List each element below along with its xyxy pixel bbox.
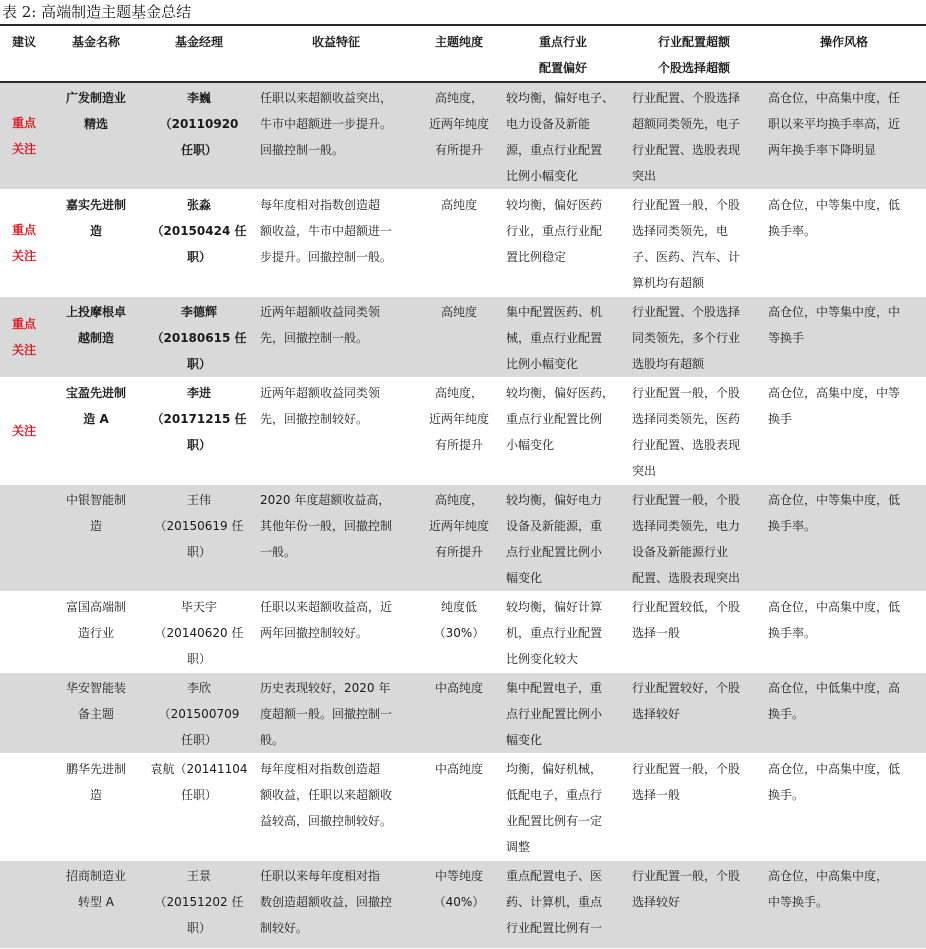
cell-industry: 均衡，偏好机械， 低配电子，重点行 业配置比例有一定 调整	[506, 762, 603, 854]
header-returns: 收益特征	[254, 27, 418, 82]
cell-purity: 高纯度， 近两年纯度 有所提升	[428, 386, 489, 452]
header-industry-line1: 重点行业	[538, 35, 587, 49]
cell-excess: 行业配置、个股选择 同类领先，多个行业 选股均有超额	[626, 297, 762, 378]
cell-industry: 较均衡，偏好计算 机，重点行业配置 比例变化较大	[506, 600, 603, 666]
cell-fund-name: 鹏华先进制 造	[65, 762, 126, 802]
cell-industry: 较均衡，偏好电子、 电力设备及新能 源，重点行业配置 比例小幅变化	[500, 82, 626, 190]
cell-returns: 近两年超额收益同类领 先，回撤控制较好。	[260, 386, 381, 426]
cell-manager: 王伟 （20150619 任 职）	[144, 485, 254, 592]
table-row	[0, 673, 926, 754]
cell-excess: 行业配置、个股选择 超额同类领先，电子 行业配置、选股表现 突出	[626, 82, 762, 190]
table-body	[0, 82, 926, 949]
cell-style: 高仓位，中高集中度，任 职以来平均换手率高，近 两年换手率下降明显	[762, 82, 926, 190]
cell-returns: 2020 年度超额收益高， 其他年份一般，回撤控制 一般。	[254, 485, 418, 592]
cell-manager: 李巍（20110920 任职）	[144, 82, 254, 190]
header-purity: 主题纯度	[418, 27, 500, 82]
header-industry-line2: 配置偏好	[538, 61, 587, 75]
cell-purity: 高纯度， 近两年纯度 有所提升	[418, 82, 500, 190]
cell-rec	[0, 861, 48, 949]
cell-fund-name: 宝盈先进制 造 A	[65, 386, 126, 426]
cell-returns: 任职以来每年度相对指 数创造超额收益，回撤控 制较好。	[254, 861, 418, 949]
cell-manager: 李欣 （201500709 任职）	[144, 673, 254, 754]
header-rec: 建议	[0, 27, 48, 82]
cell-excess: 行业配置一般，个股 选择同类领先，电力 设备及新能源行业 配置、选股表现突出	[626, 485, 762, 592]
cell-excess: 行业配置一般，个股 选择一般	[632, 762, 741, 802]
cell-style: 高仓位，中等集中度，低 换手率。	[762, 485, 926, 592]
cell-purity: 高纯度， 近两年纯度 有所提升	[418, 485, 500, 592]
cell-style: 高仓位，中低集中度，高 换手。	[762, 673, 926, 754]
cell-excess: 行业配置一般，个股 选择同类领先，医药 行业配置、选股表现 突出	[632, 386, 741, 478]
cell-style: 高仓位，高集中度，中等 换手	[768, 386, 901, 426]
cell-industry: 集中配置电子，重 点行业配置比例小 幅变化	[500, 673, 626, 754]
cell-fund-name: 中银智能制 造	[48, 485, 144, 592]
cell-manager: 毕天宇 （20140620 任 职）	[154, 600, 244, 666]
header-manager: 基金经理	[144, 27, 254, 82]
header-row	[0, 27, 926, 82]
cell-purity: 中高纯度	[418, 673, 500, 754]
cell-purity: 中高纯度	[434, 762, 483, 776]
cell-purity: 高纯度	[418, 297, 500, 378]
cell-rec	[0, 485, 48, 592]
cell-returns: 任职以来超额收益突出， 牛市中超额进一步提升。 回撤控制一般。	[254, 82, 418, 190]
header-excess-line1: 行业配置超额	[657, 35, 730, 49]
header-excess-line2: 个股选择超额	[657, 61, 730, 75]
cell-returns: 每年度相对指数创造超 额收益，任职以来超额收 益较高，回撤控制较好。	[260, 762, 393, 828]
cell-manager: 李德辉 （20180615 任 职）	[144, 297, 254, 378]
cell-industry: 重点配置电子、医 药、计算机，重点 行业配置比例有一	[500, 861, 626, 949]
cell-style: 高仓位，中高集中度， 中等换手。	[762, 861, 926, 949]
cell-fund-name: 华安智能装 备主题	[48, 673, 144, 754]
cell-rec: 重点 关注	[11, 223, 36, 263]
cell-returns: 任职以来超额收益高，近 两年回撤控制较好。	[260, 600, 393, 640]
cell-returns: 每年度相对指数创造超 额收益，牛市中超额进一 步提升。回撤控制一般。	[260, 198, 393, 264]
cell-excess: 行业配置一般，个股 选择较好	[626, 861, 762, 949]
table-row	[0, 378, 926, 485]
cell-industry: 较均衡，偏好电力 设备及新能源，重 点行业配置比例小 幅变化	[500, 485, 626, 592]
cell-rec	[0, 754, 48, 861]
cell-purity: 中等纯度 （40%）	[418, 861, 500, 949]
header-excess	[626, 27, 762, 82]
cell-style: 高仓位，中等集中度，低 换手率。	[768, 198, 901, 238]
table-row	[0, 592, 926, 673]
cell-rec: 关注	[11, 424, 36, 438]
header-industry	[500, 27, 626, 82]
cell-industry: 较均衡，偏好医药， 重点行业配置比例 小幅变化	[506, 386, 615, 452]
table-row	[0, 82, 926, 190]
cell-industry: 集中配置医药、机 械，重点行业配置 比例小幅变化	[500, 297, 626, 378]
cell-purity: 高纯度	[440, 198, 477, 212]
cell-returns: 近两年超额收益同类领 先，回撤控制一般。	[254, 297, 418, 378]
cell-excess: 行业配置较低，个股 选择一般	[632, 600, 741, 640]
table-row	[0, 861, 926, 949]
cell-rec	[0, 673, 48, 754]
cell-style: 高仓位，中高集中度，低 换手率。	[768, 600, 901, 640]
fund-summary-table	[0, 27, 926, 949]
table-row	[0, 754, 926, 861]
cell-rec: 重点 关注	[0, 297, 48, 378]
cell-style: 高仓位，中高集中度，低 换手。	[768, 762, 901, 802]
cell-manager: 袁航（20141104 任职）	[150, 762, 248, 802]
cell-fund-name: 上投摩根卓 越制造	[48, 297, 144, 378]
header-name: 基金名称	[48, 27, 144, 82]
cell-purity: 纯度低 （30%）	[433, 600, 485, 640]
table-row	[0, 297, 926, 378]
cell-manager: 李进 （20171215 任 职）	[151, 386, 247, 452]
table-row	[0, 485, 926, 592]
table-caption: 表 2: 高端制造主题基金总结	[2, 3, 192, 21]
caption-rule	[0, 24, 926, 26]
cell-fund-name: 富国高端制 造行业	[65, 600, 126, 640]
table-row	[0, 190, 926, 297]
cell-manager: 张淼 （20150424 任 职）	[151, 198, 247, 264]
header-style: 操作风格	[762, 27, 926, 82]
cell-fund-name: 广发制造业 精选	[48, 82, 144, 190]
cell-excess: 行业配置一般，个股 选择同类领先，电 子、医药、汽车、计 算机均有超额	[632, 198, 741, 290]
cell-rec	[0, 592, 48, 673]
cell-style: 高仓位，中等集中度，中 等换手	[762, 297, 926, 378]
cell-manager: 王景 （20151202 任 职）	[144, 861, 254, 949]
cell-fund-name: 嘉实先进制 造	[65, 198, 126, 238]
cell-fund-name: 招商制造业 转型 A	[48, 861, 144, 949]
cell-returns: 历史表现较好，2020 年 度超额一般。回撤控制一 般。	[254, 673, 418, 754]
cell-industry: 较均衡，偏好医药 行业，重点行业配 置比例稳定	[506, 198, 603, 264]
cell-excess: 行业配置较好，个股 选择较好	[626, 673, 762, 754]
cell-rec: 重点 关注	[0, 82, 48, 190]
